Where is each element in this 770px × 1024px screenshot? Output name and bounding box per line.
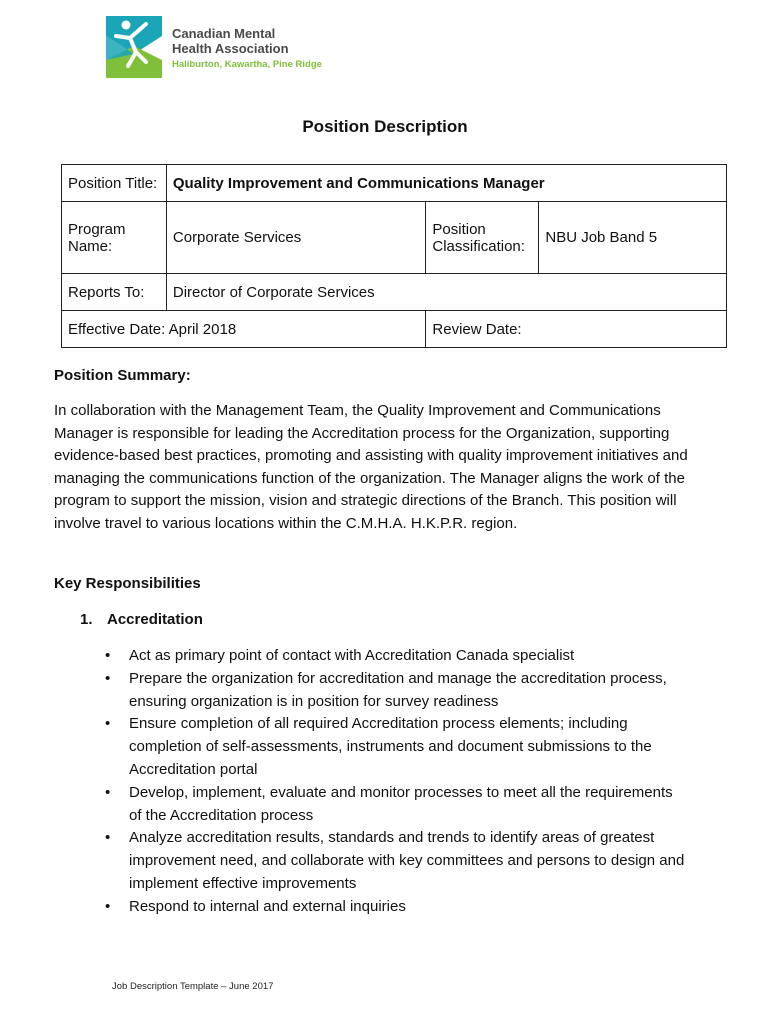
bullet: • <box>105 715 111 733</box>
bullet: • <box>105 647 111 664</box>
position-title-label: Position Title: <box>62 165 167 202</box>
organization-name <box>172 26 322 72</box>
program-name-value: Corporate Services <box>166 202 426 274</box>
list-item-text: Ensure completion of all required Accreditation process elements; including completion of self-assessments, instruments and document submissions to the Accreditation portal <box>129 715 652 778</box>
bullet: • <box>105 897 111 915</box>
organization-logo <box>106 16 326 82</box>
list-item <box>105 713 689 781</box>
summary-text: In collaboration with the Management Team, the Quality Improvement and Communications Manager is responsible for leading the Accreditation process for the Organization, supporting evidence-based best practices, promoting and assisting with quality improvement initiatives and managing the communications function of the organization. The Manager aligns the work of the program to support the mission, vision and strategic directions of the Branch. This position will involve travel to various locations within the C.M.H.A. H.K.P.R. region. <box>54 402 688 532</box>
table-row <box>62 311 727 348</box>
bullet: • <box>105 783 111 801</box>
list-item <box>105 896 689 919</box>
list-item-text: Prepare the organization for accreditation and manage the accreditation process, ensuring organization is in position for survey readiness <box>129 669 667 710</box>
list-item-text: Develop, implement, evaluate and monitor processes to meet all the requirements of the Accreditation process <box>129 783 673 824</box>
org-name-line2: Health Association <box>172 41 289 56</box>
accreditation-heading <box>80 611 203 628</box>
table-row <box>62 165 727 202</box>
list-item <box>105 827 689 895</box>
summary-heading: Position Summary: <box>54 367 191 384</box>
list-item-text: Analyze accreditation results, standards and trends to identify areas of greatest improvement need, and collaborate with key committees and persons to design and implement effective improvements <box>129 829 685 892</box>
key-responsibilities-heading: Key Responsibilities <box>54 575 201 592</box>
list-item <box>105 668 689 714</box>
section-number: 1. <box>80 611 93 628</box>
org-name-line1: Canadian Mental <box>172 26 276 41</box>
list-item-text: Act as primary point of contact with Accreditation Canada specialist <box>129 647 575 664</box>
reports-to-value: Director of Corporate Services <box>166 274 726 311</box>
classification-value: NBU Job Band 5 <box>539 202 727 274</box>
position-title-value: Quality Improvement and Communications Manager <box>166 165 726 202</box>
classification-label: Position Classification: <box>426 202 539 274</box>
page-title: Position Description <box>302 117 468 136</box>
list-item <box>105 645 689 668</box>
table-row <box>62 274 727 311</box>
page-footer: Job Description Template – June 2017 <box>112 981 274 992</box>
bullet: • <box>105 829 111 847</box>
program-name-label: Program Name: <box>62 202 167 274</box>
position-info-table <box>61 164 727 348</box>
review-date: Review Date: <box>426 311 727 348</box>
table-row <box>62 202 727 274</box>
list-item <box>105 782 689 828</box>
responsibility-list <box>105 645 689 919</box>
reports-to-label: Reports To: <box>62 274 167 311</box>
org-region: Haliburton, Kawartha, Pine Ridge <box>172 59 322 70</box>
cmha-figure-logo-icon <box>106 16 162 78</box>
section-title: Accreditation <box>107 611 203 628</box>
bullet: • <box>105 669 111 687</box>
list-item-text: Respond to internal and external inquiries <box>129 897 406 915</box>
effective-date: Effective Date: April 2018 <box>62 311 426 348</box>
